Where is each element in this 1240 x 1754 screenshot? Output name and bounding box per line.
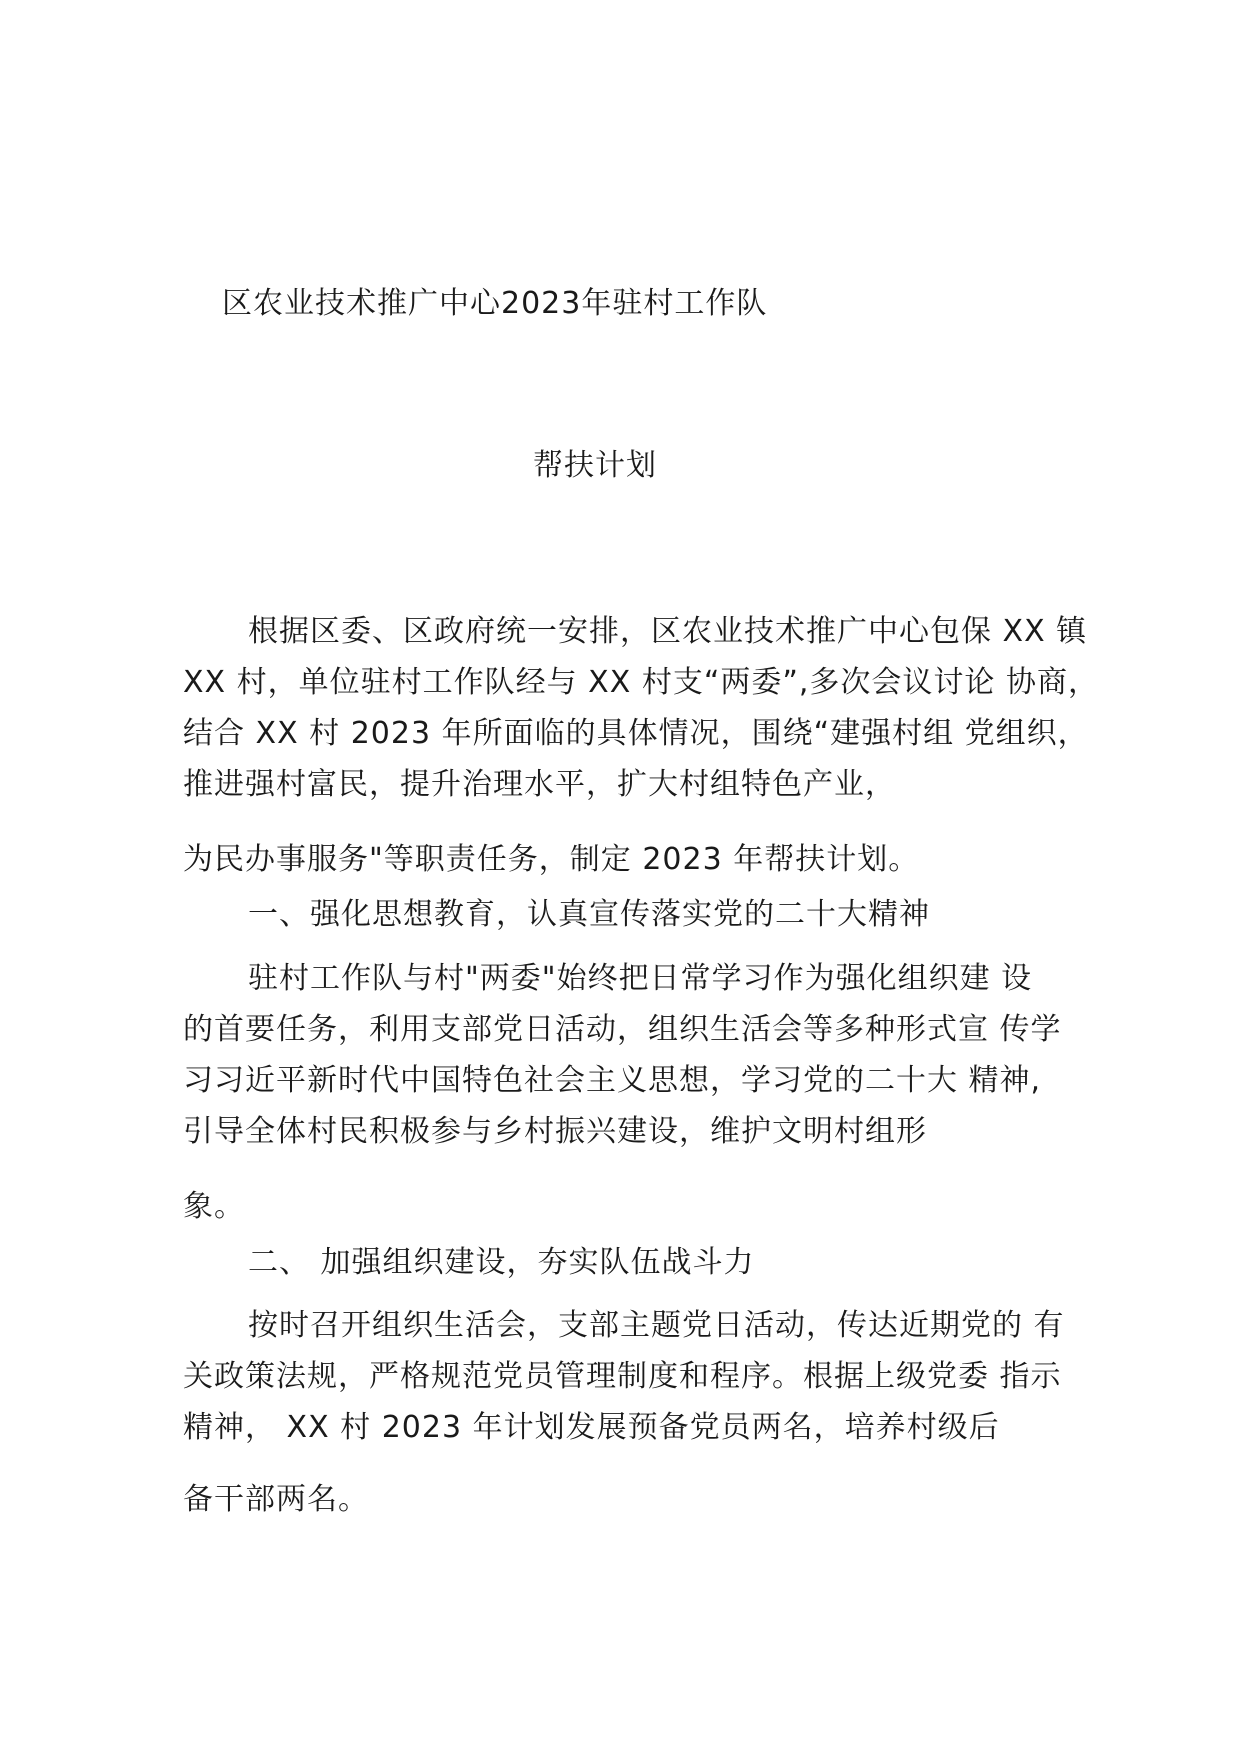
paragraph-line: 结合 XX 村 2023 年所面临的具体情况，围绕“建强村组 党组织， <box>183 716 1089 751</box>
document-title-line2: 帮扶计划 <box>533 448 657 483</box>
paragraph-line: 备干部两名。 <box>183 1482 369 1517</box>
paragraph-line: 按时召开组织生活会，支部主题党日活动，传达近期党的 有 <box>248 1308 1065 1343</box>
paragraph-line: 象。 <box>183 1189 245 1224</box>
section-heading: 一、强化思想教育，认真宣传落实党的二十大精神 <box>248 897 930 932</box>
paragraph-line: 的首要任务，利用支部党日活动，组织生活会等多种形式宣 传学 <box>183 1012 1062 1047</box>
section-heading: 二、 加强组织建设，夯实队伍战斗力 <box>248 1245 755 1280</box>
paragraph-line: 根据区委、区政府统一安排，区农业技术推广中心包保 XX 镇 <box>248 614 1088 649</box>
paragraph-line: 习习近平新时代中国特色社会主义思想，学习党的二十大 精神, <box>183 1063 1042 1098</box>
document-title-line1: 区农业技术推广中心2023年驻村工作队 <box>222 286 768 321</box>
paragraph-line: 引导全体村民积极参与乡村振兴建设，维护文明村组形 <box>183 1114 927 1149</box>
paragraph-line: XX 村，单位驻村工作队经与 XX 村支“两委”,多次会议讨论 协商， <box>183 665 1099 700</box>
paragraph-line: 推进强村富民，提升治理水平，扩大村组特色产业， <box>183 767 896 802</box>
paragraph-line: 精神， XX 村 2023 年计划发展预备党员两名，培养村级后 <box>183 1410 1000 1445</box>
paragraph-line: 为民办事服务"等职责任务，制定 2023 年帮扶计划。 <box>183 842 920 877</box>
paragraph-line: 驻村工作队与村"两委"始终把日常学习作为强化组织建 设 <box>248 961 1033 996</box>
paragraph-line: 关政策法规，严格规范党员管理制度和程序。根据上级党委 指示 <box>183 1359 1062 1394</box>
